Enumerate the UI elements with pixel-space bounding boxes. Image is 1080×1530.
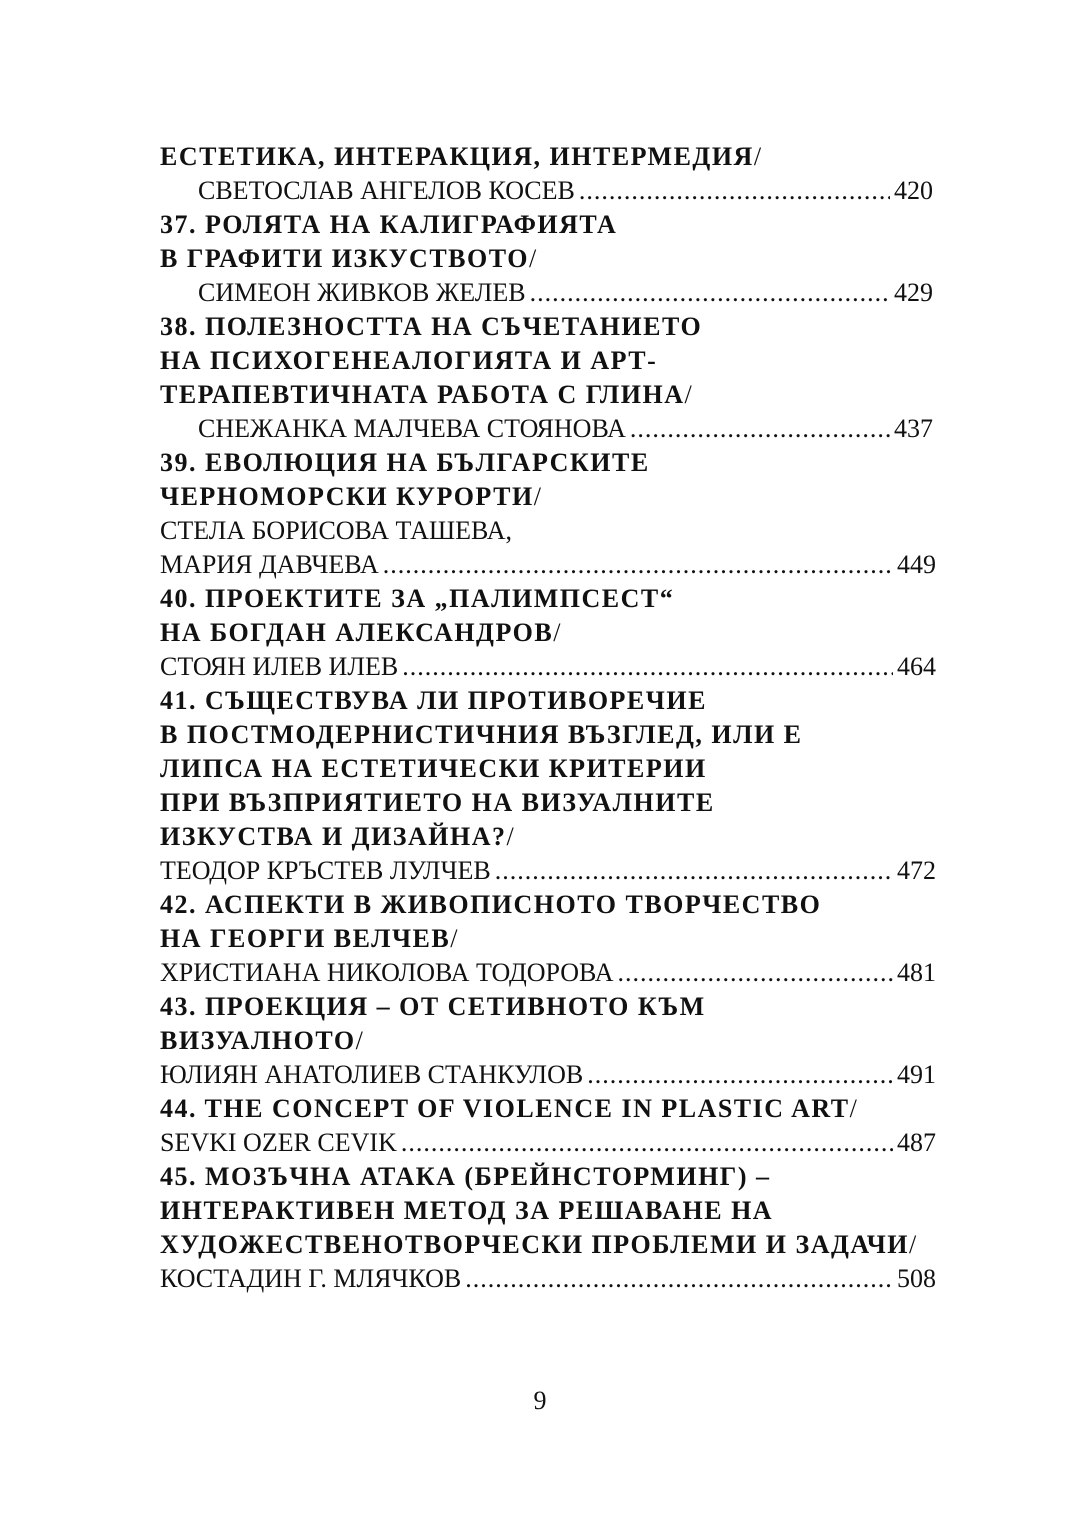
dot-leader: [383, 548, 893, 582]
toc-entry-author-line: [160, 956, 936, 990]
toc-entry-title-line: [160, 310, 936, 344]
toc-entry-author-line: [160, 1058, 936, 1092]
toc-entry-title-text: 43. ПРОЕКЦИЯ – ОТ СЕТИВНОТО КЪМ: [160, 992, 706, 1021]
toc-entry-author-line: [160, 1126, 936, 1160]
toc-entry-title-line: [160, 616, 936, 650]
toc-entry-author-line: [160, 650, 936, 684]
toc-entry-separator: /: [355, 1026, 365, 1055]
toc-entry-page[interactable]: 487: [897, 1128, 936, 1157]
toc-entry-separator: /: [533, 482, 543, 511]
toc-entry-author: ХРИСТИАНА НИКОЛОВА ТОДОРОВА: [160, 958, 614, 987]
toc-entry-title-text: ПРИ ВЪЗПРИЯТИЕТО НА ВИЗУАЛНИТЕ: [160, 788, 715, 817]
toc-entry-title-line: [160, 480, 936, 514]
toc-entry-separator: /: [849, 1094, 859, 1123]
toc-entry-separator: /: [909, 1230, 918, 1259]
toc-entry-title-text: ЧЕРНОМОРСКИ КУРОРТИ: [160, 482, 534, 511]
toc-entry-page[interactable]: 491: [897, 1060, 936, 1089]
toc-entry-title-text: 45. МОЗЪЧНА АТАКА (БРЕЙНСТОРМИНГ) –: [160, 1162, 771, 1191]
toc-entry-title-line: [160, 922, 936, 956]
toc-entry-title-text: В ГРАФИТИ ИЗКУСТВОТО: [160, 244, 529, 273]
page-number: 9: [533, 1386, 547, 1415]
dot-leader: [618, 956, 893, 990]
toc-entry-title-line: [160, 1092, 936, 1126]
toc-entry: [160, 310, 936, 446]
toc-entry: [160, 208, 936, 310]
toc-entry-author: СТЕЛА БОРИСОВА ТАШЕВА,: [160, 516, 512, 545]
toc-entry-page[interactable]: 449: [897, 550, 936, 579]
toc-entry-page[interactable]: 481: [897, 958, 936, 987]
toc-entry: [160, 888, 936, 990]
toc-entry-title-line: [160, 378, 936, 412]
dot-leader: [579, 174, 890, 208]
toc-entry-author: СВЕТОСЛАВ АНГЕЛОВ КОСЕВ: [198, 176, 575, 205]
toc-entry-title-text: ИНТЕРАКТИВЕН МЕТОД ЗА РЕШАВАНЕ НА: [160, 1196, 774, 1225]
toc-entry-title-text: ИЗКУСТВА И ДИЗАЙНА?: [160, 822, 507, 851]
toc-entry-title-text: ВИЗУАЛНОТО: [160, 1026, 356, 1055]
toc-entry-page[interactable]: 508: [897, 1264, 936, 1293]
toc-entry-coauthor-line: [160, 514, 936, 548]
toc-entry-author: СИМЕОН ЖИВКОВ ЖЕЛЕВ: [198, 278, 526, 307]
toc-entry-title-text: 42. АСПЕКТИ В ЖИВОПИСНОТО ТВОРЧЕСТВО: [160, 890, 822, 919]
toc-entry-title-text: В ПОСТМОДЕРНИСТИЧНИЯ ВЪЗГЛЕД, ИЛИ Е: [160, 720, 803, 749]
dot-leader: [401, 1126, 893, 1160]
toc-entry-title-line: [160, 140, 936, 174]
toc-entry: [160, 684, 936, 888]
toc-entry-author: ЮЛИЯН АНАТОЛИЕВ СТАНКУЛОВ: [160, 1060, 584, 1089]
toc-entry-title-line: [160, 582, 936, 616]
toc-entry-title-text: 40. ПРОЕКТИТЕ ЗА „ПАЛИМПСЕСТ“: [160, 584, 675, 613]
toc-entry-separator: /: [753, 142, 763, 171]
dot-leader: [530, 276, 890, 310]
toc-entry-page[interactable]: 429: [894, 278, 933, 307]
toc-entry-page[interactable]: 437: [894, 414, 933, 443]
toc-entry-author: СНЕЖАНКА МАЛЧЕВА СТОЯНОВА: [198, 414, 626, 443]
toc-entry-page[interactable]: 472: [897, 856, 936, 885]
dot-leader: [402, 650, 893, 684]
table-of-contents: [160, 140, 936, 1296]
toc-entry-title-text: 44. THE CONCEPT OF VIOLENCE IN PLASTIC ART: [160, 1094, 850, 1123]
dot-leader: [587, 1058, 893, 1092]
toc-entry-title-line: [160, 208, 936, 242]
toc-entry-title-text: 39. ЕВОЛЮЦИЯ НА БЪЛГАРСКИТЕ: [160, 448, 650, 477]
toc-entry-page[interactable]: 464: [897, 652, 936, 681]
toc-entry-author-line: [160, 174, 933, 208]
toc-entry-title-line: [160, 1024, 936, 1058]
toc-entry: [160, 990, 936, 1092]
toc-entry-title-line: [160, 990, 936, 1024]
toc-entry-page[interactable]: 420: [894, 176, 933, 205]
toc-entry-author-line: [160, 854, 936, 888]
toc-entry-title-text: 41. СЪЩЕСТВУВА ЛИ ПРОТИВОРЕЧИЕ: [160, 686, 707, 715]
toc-entry-title-line: [160, 820, 936, 854]
toc-entry: [160, 1160, 936, 1296]
toc-entry-author: ТЕОДОР КРЪСТЕВ ЛУЛЧЕВ: [160, 856, 491, 885]
toc-entry: [160, 1092, 936, 1160]
toc-entry-title-text: 38. ПОЛЕЗНОСТТА НА СЪЧЕТАНИЕТО: [160, 312, 703, 341]
toc-entry-separator: /: [684, 380, 694, 409]
toc-entry-title-text: ХУДОЖЕСТВЕНОТВОРЧЕСКИ ПРОБЛЕМИ И ЗАДАЧИ: [160, 1230, 909, 1259]
toc-entry-title-line: [160, 684, 936, 718]
toc-entry-title-text: 37. РОЛЯТА НА КАЛИГРАФИЯТА: [160, 210, 618, 239]
toc-entry-title-line: [160, 446, 936, 480]
toc-entry-title-text: НА ГЕОРГИ ВЕЛЧЕВ: [160, 924, 451, 953]
toc-entry-title-line: [160, 344, 936, 378]
toc-entry-author: КОСТАДИН Г. МЛЯЧКОВ: [160, 1264, 462, 1293]
toc-entry-separator: /: [506, 822, 516, 851]
toc-entry-separator: /: [553, 618, 562, 647]
toc-entry-author: СТОЯН ИЛЕВ ИЛЕВ: [160, 652, 399, 681]
toc-entry-title-line: [160, 752, 936, 786]
toc-entry-author-line: [160, 412, 933, 446]
toc-entry-author: МАРИЯ ДАВЧЕВА: [160, 550, 379, 579]
toc-entry-title-text: ЛИПСА НА ЕСТЕТИЧЕСКИ КРИТЕРИИ: [160, 754, 707, 783]
toc-entry-author-line: [160, 548, 936, 582]
toc-entry-author-line: [160, 1262, 936, 1296]
toc-entry-title-text: ТЕРАПЕВТИЧНАТА РАБОТА С ГЛИНА: [160, 380, 685, 409]
toc-entry-separator: /: [528, 244, 538, 273]
dot-leader: [630, 412, 890, 446]
toc-entry-title-line: [160, 1160, 936, 1194]
toc-entry-title-line: [160, 1194, 936, 1228]
dot-leader: [495, 854, 893, 888]
toc-entry-title-line: [160, 1228, 936, 1262]
toc-entry-title-line: [160, 786, 936, 820]
toc-entry-title-line: [160, 718, 936, 752]
toc-entry: [160, 582, 936, 684]
dot-leader: [465, 1262, 893, 1296]
toc-entry-separator: /: [450, 924, 459, 953]
toc-entry: [160, 140, 936, 208]
toc-entry-author: SEVKI OZER CEVIK: [160, 1128, 397, 1157]
toc-entry-title-text: НА БОГДАН АЛЕКСАНДРОВ: [160, 618, 554, 647]
toc-entry-title-text: НА ПСИХОГЕНЕАЛОГИЯТА И АРТ-: [160, 346, 658, 375]
toc-entry: [160, 446, 936, 582]
toc-entry-title-line: [160, 888, 936, 922]
toc-entry-title-text: ЕСТЕТИКА, ИНТЕРАКЦИЯ, ИНТЕРМЕДИЯ: [160, 142, 754, 171]
toc-entry-author-line: [160, 276, 933, 310]
toc-entry-title-line: [160, 242, 936, 276]
